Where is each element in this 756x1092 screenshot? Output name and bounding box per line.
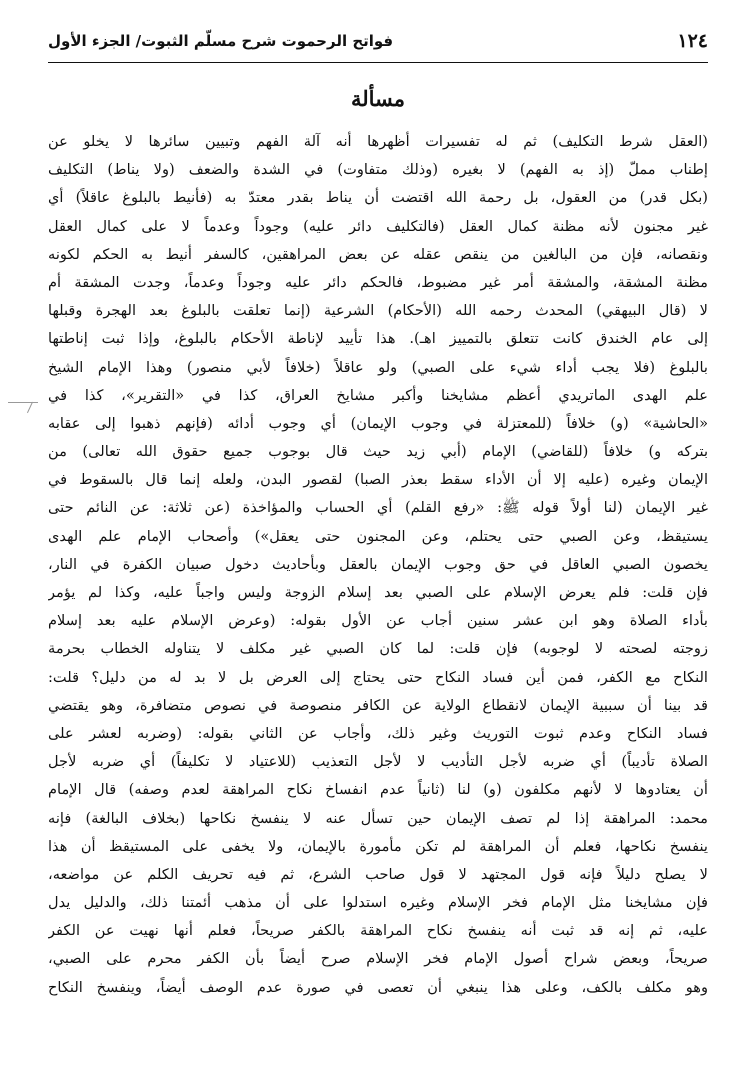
text-line: إطناب مملّ (إذ به الفهم) لا بغيره (وذلك متفاوت) في الشدة والضعف (ولا يناط) التكليف [48, 161, 708, 179]
text-line: بتركه و) خلافاً (للقاضي) الإمام (أبي زيد حيث قال بوجوب جميع حقوق الله تعالى) من [48, 443, 708, 461]
text-line: الإيمان وغيره (عليه إلا أن الأداء سقط بعذر الصبا) لقصور البدن، ولعله إنما قال بالسقوط في [48, 471, 708, 489]
text-line: بأداء الصلاة وهو ابن عشر سنين أجاب عن الأول بقوله: (وعرض الإسلام عليه بعد إسلام [48, 612, 708, 630]
text-line: يستيقظ، وعن الصبي حتى يحتلم، وعن المجنون حتى يعقل») وأصحاب الإمام علم الهدى [48, 527, 708, 545]
text-line: قد بينا أن سببية الإيمان لانقطاع الولاية عن الكافر منصوصة في نصوص متضافرة، وهو يقتضي [48, 696, 708, 714]
text-line: الصلاة تأديباً) أي ضربه لأجل التأديب لا لأجل التعذيب (للاعتياد لا تكليفاً) أي ضربه لأجل [48, 753, 708, 771]
page-number: ١٢٤ [677, 30, 708, 52]
text-line: فإن قلت: فلم يعرض الإسلام على الصبي بعد إسلام الزوجة وليس واجباً عليه، وكذا لم يؤمر [48, 584, 708, 601]
text-line: النكاح مع الكفر، فمن أين فساد النكاح حتى يحتاج إلى العرض بل لا بد له من دليل؟ قلت: [48, 668, 708, 686]
header-rule [48, 62, 708, 63]
text-line: فساد النكاح وعدم ثبوت التوريث وغير ذلك، وأجاب عن الثاني بقوله: (وضربه لعشر على [48, 724, 708, 742]
book-title: فواتح الرحموت شرح مسلّم الثبوت/ الجزء الأول [48, 32, 394, 50]
text-line: علم الهدى الماتريدي أعظم مشايخنا وأكبر مشايخ العراق، كذا في «التقرير»، كذا في [48, 386, 708, 404]
text-line: غير مجنون لأنه مظنة كمال العقل (فالتكليف دائر عليه) وجوداً وعدماً لا على كمال العقل [48, 217, 708, 235]
text-line: «الحاشية» (و) خلافاً (للمعتزلة في وجوب الإيمان) أي وجوب أدائه (فإنهم ذهبوا إلى عقابه [48, 414, 708, 432]
text-line: ينفسخ نكاحها، فعلم أن المراهقة لم تكن مأمورة بالإيمان، ولا يخفى على المستيقظ أن هذا [48, 837, 708, 855]
text-line: (بكل قدر) من العقول، بل رحمة الله اقتضت أن يناط بقدر معتدّ به (فأنيط بالبلوغ عاقلاً) أي [48, 189, 708, 207]
body-text [48, 128, 708, 1002]
text-line: لا (قال البيهقي) المحدث رحمه الله (الأحكام) الشرعية (إنما تعلقت بالبلوغ بعد الهجرة وقبلها [48, 302, 708, 320]
text-line: محمد: المراهقة إذا لم تصف الإيمان حين تسأل عنه لا ينفسخ نكاحها (بخلاف البالغة) فإنه [48, 809, 708, 827]
text-line: (العقل شرط التكليف) ثم له تفسيرات أظهرها أنه آلة الفهم وتبيين سائرها لا يخلو عن [48, 133, 708, 150]
text-line: صريحاً، وبعض شراح أصول الإمام فخر الإسلام صرح أيضاً بأن الكفر محرم على الصبي، [48, 950, 708, 968]
margin-pencil-tick [27, 402, 33, 413]
text-line: غير الإيمان (لنا أولاً قوله ﷺ: «رفع القلم) أي الحساب والمؤاخذة (عن ثلاثة: عن النائم حتى [48, 499, 708, 517]
text-line: يخصون الصبي العاقل في حق وجوب الإيمان بالعقل وبأحاديث دخول صبيان الكفرة في النار، [48, 555, 708, 573]
text-line: زوجته لصحته لا لوجوبه) فإن قلت: لما كان الصبي غير مكلف لا يتناوله الخطاب بحرمة [48, 640, 708, 658]
text-line: أن يعتادوها لا لأنهم مكلفون (و) لنا (ثانياً عدم انفساخ نكاح المراهقة لعدم وصفه) قال الإمام [48, 781, 708, 799]
running-header [48, 26, 708, 60]
text-line: وهو مكلف بالكف، وعلى هذا ينبغي أن تعصى في صورة عدم الوصف أيضاً، وينفسخ النكاح [48, 978, 708, 996]
text-line: لا يصلح دليلاً فإنه قول المجتهد لا قول صاحب الشرع، ثم فيه تحريف الكلم عن مواضعه، [48, 865, 708, 883]
margin-pencil-mark [8, 402, 38, 403]
text-line: إلى عام الخندق كانت تتعلق بالتمييز اهـ). هذا تأييد لإناطة الأحكام بالبلوغ، وإذا ثبت إناطتها [48, 330, 708, 348]
text-line: ونقصانه، فإن من البالغين من ينقص عقله عن بعض المراهقين، كالسفر أنيط به الحكم لكونه [48, 245, 708, 263]
section-heading: مسألة [350, 86, 406, 111]
text-line: فإن مشايخنا مثل الإمام فخر الإسلام وغيره استدلوا على أن مذهب أئمتنا ذلك، والدليل يدل [48, 894, 708, 912]
text-line: مظنة المشقة، والمشقة أمر غير مضبوط، فالحكم دائر عليه وجوداً وعدماً، وجدت المشقة أم [48, 273, 708, 291]
text-line: بالبلوغ (فلا يجب أداء شيء على الصبي) ولو عاقلاً (خلافاً لأبي منصور) وهذا الإمام الشيخ [48, 358, 708, 376]
text-line: عليه، ثم إنه قد ثبت أنه ينفسخ نكاح المراهقة بالكفر صريحاً، فعلم أنها نهيت عن الكفر [48, 922, 708, 940]
